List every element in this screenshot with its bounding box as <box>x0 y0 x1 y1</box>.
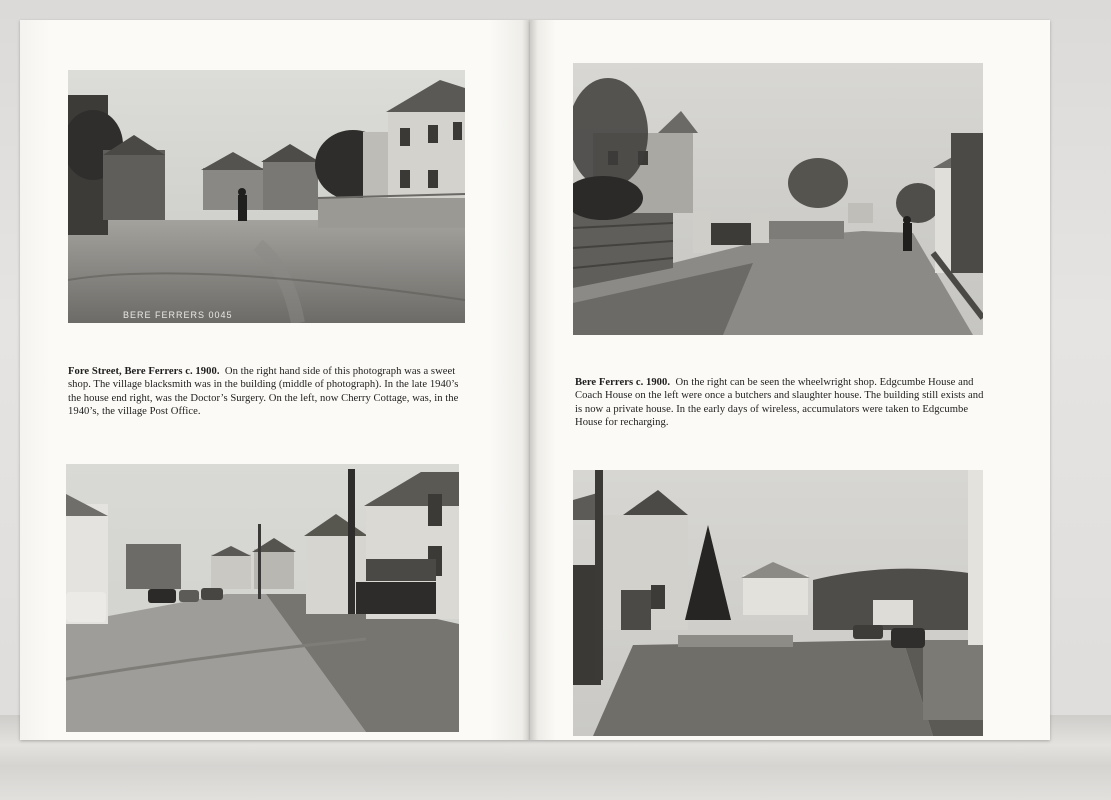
right-bottom-photo <box>573 470 983 736</box>
left-page <box>20 20 530 740</box>
right-caption <box>575 376 990 430</box>
photo-inscription: BERE FERRERS 0045 <box>123 310 233 320</box>
open-booklet <box>14 20 1044 740</box>
left-caption-body: On the right hand side of this photograph was a sweet shop. The village blacksmith was in the building (middle of photograph). In the late 1940’s the house end right, was the Doctor’s Surgery. On the left, now Cherry Cottage, was, in the 1940’s, the village Post Office. <box>68 366 459 418</box>
right-top-photo <box>573 63 983 335</box>
left-bottom-photo <box>66 464 459 732</box>
book-gutter <box>522 20 538 740</box>
left-top-photo <box>68 70 465 323</box>
right-page <box>530 20 1050 740</box>
right-caption-title: Bere Ferrers c. 1900. <box>575 377 671 388</box>
left-caption-title: Fore Street, Bere Ferrers c. 1900. <box>68 366 220 377</box>
right-caption-body: On the right can be seen the wheelwright shop. Edgcumbe House and Coach House on the left were once a butchers and slaughter house. The building still exists and is now a private house. In the early days of wireless, accumulators were taken to Edgcumbe House for recharging. <box>575 377 984 429</box>
left-caption <box>68 365 468 419</box>
